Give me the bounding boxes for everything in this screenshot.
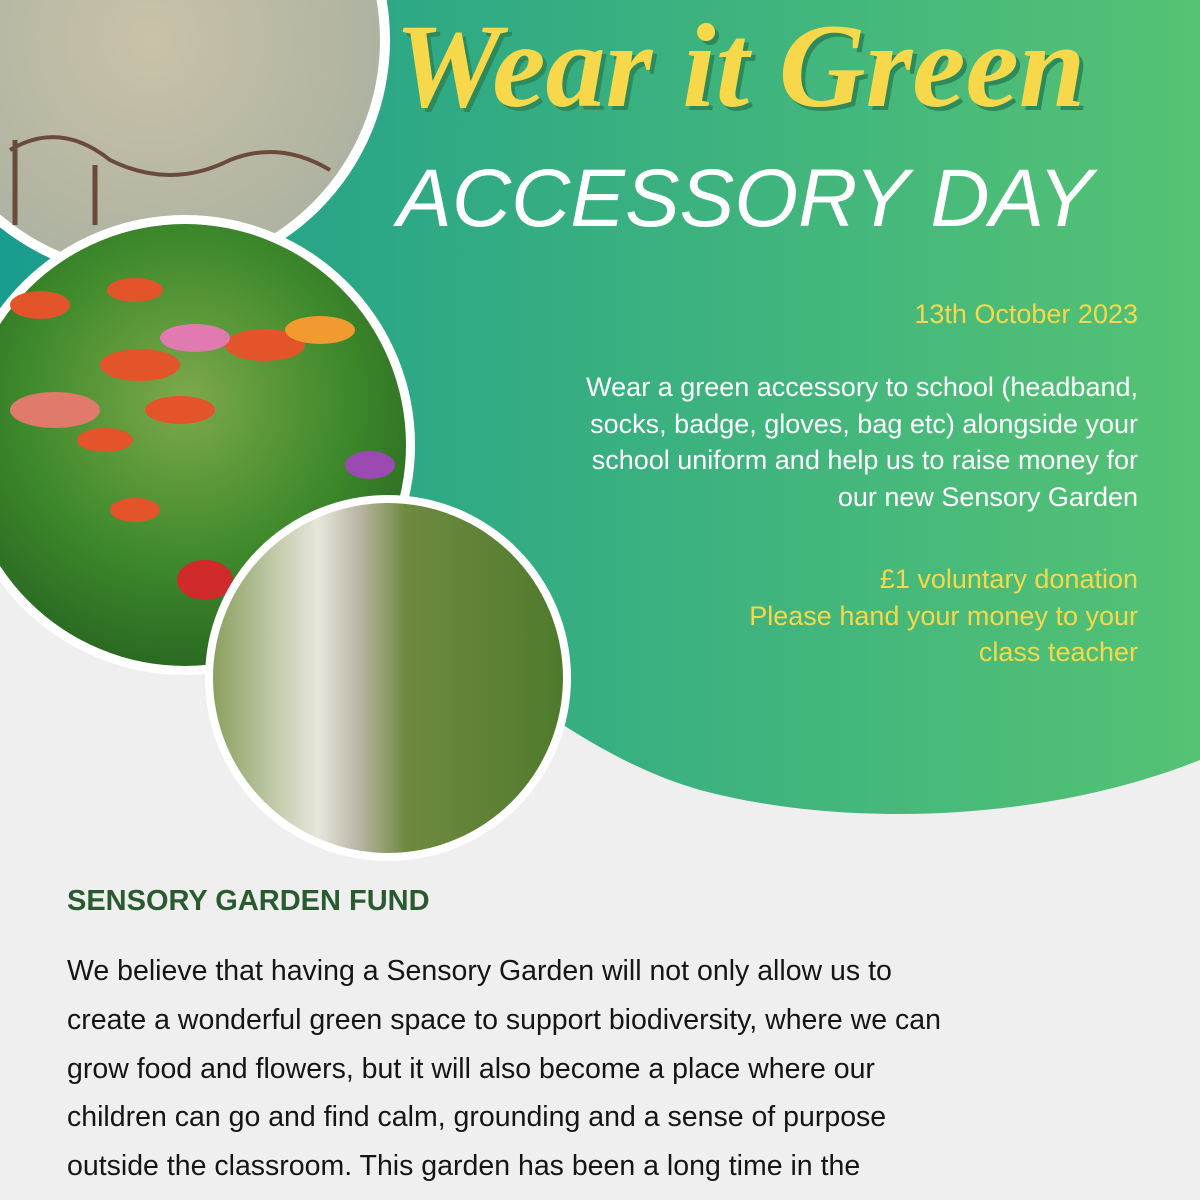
donation-line: class teacher — [978, 637, 1138, 667]
body-line: children can go and find calm, grounding and a sense of purpose — [67, 1101, 887, 1134]
fund-body — [67, 947, 1157, 1191]
donation-line: £1 voluntary donation — [879, 564, 1138, 594]
description-line: socks, badge, gloves, bag etc) alongside your — [590, 408, 1138, 439]
event-description — [586, 369, 1138, 515]
fund-heading: SENSORY GARDEN FUND — [67, 885, 430, 917]
donation-line: Please hand your money to your — [749, 600, 1138, 631]
description-line: our new Sensory Garden — [837, 481, 1138, 512]
description-line: school uniform and help us to raise money for — [591, 445, 1138, 475]
title-wear-it-green: Wear it Green — [394, 0, 1086, 132]
body-line: We believe that having a Sensory Garden will not only allow us to — [67, 955, 892, 987]
body-line: outside the classroom. This garden has been a long time in the — [67, 1150, 861, 1183]
body-line: grow food and flowers, but it will also become a place where our — [67, 1052, 875, 1085]
event-date: 13th October 2023 — [914, 299, 1138, 329]
body-line: create a wonderful green space to support biodiversity, where we can — [67, 1003, 941, 1036]
title-accessory-day: ACCESSORY DAY — [397, 153, 1093, 244]
birch-tree-image — [205, 495, 571, 861]
description-line: Wear a green accessory to school (headband, — [586, 372, 1138, 402]
donation-info — [749, 561, 1138, 671]
